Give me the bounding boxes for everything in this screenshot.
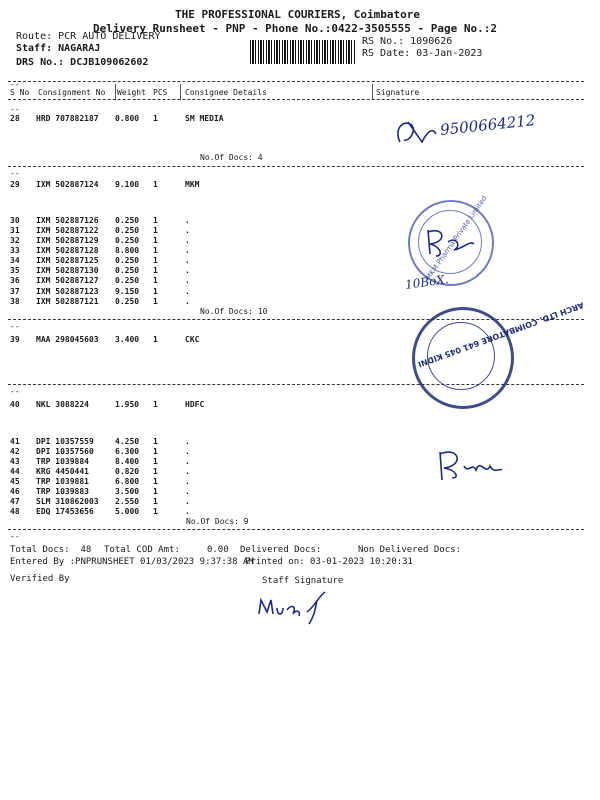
col-divider (372, 84, 373, 100)
entered-by: Entered By :PNPRUNSHEET 01/03/2023 9:37:38 AM (10, 557, 254, 567)
total-docs: Total Docs: 48 (10, 545, 92, 555)
staff-signature-label: Staff Signature (262, 576, 344, 586)
route-label: Route: PCR AUTO DELIVERY (16, 31, 161, 42)
rs-number: RS No.: 1090626 (362, 36, 453, 47)
table-row: 40 NKL 3088224 1.950 1 HDFC (10, 400, 205, 409)
signature-hdfc (430, 440, 510, 490)
delivered-docs: Delivered Docs: (240, 545, 322, 555)
total-cod: Total COD Amt: 0.00 (104, 545, 229, 555)
signature-staff (255, 588, 345, 628)
company-name: THE PROFESSIONAL COURIERS, Coimbatore (175, 8, 421, 21)
staff-label: Staff: NAGARAJ (16, 43, 101, 54)
non-delivered-docs: Non Delivered Docs: (358, 545, 461, 555)
col-pcs: PCS (153, 88, 168, 97)
col-signature: Signature (376, 88, 420, 97)
rs-date: RS Date: 03-Jan-2023 (362, 48, 483, 59)
printed-on: Printed on: 03-01-2023 10:20:31 (245, 557, 413, 567)
col-weight: Weight (117, 88, 146, 97)
col-divider (180, 84, 181, 100)
table-row: 29 IXM 502887124 9.100 1 MKM (10, 180, 200, 189)
divider (8, 81, 584, 82)
stamp-ckc-text: ARCH LTD. COIMBATORE 641 045 KIDNI (416, 300, 586, 369)
col-consignment: Consignment No (38, 88, 106, 97)
barcode (250, 40, 355, 64)
table-row: 28 HRD 707882187 0.800 1 SM MEDIA (10, 114, 224, 123)
col-divider (115, 84, 116, 100)
col-consignee: Consignee Details (185, 88, 267, 97)
divider (8, 166, 584, 167)
divider (8, 99, 584, 100)
verified-by: Verified By (10, 574, 70, 584)
runsheet-title: Delivery Runsheet - PNP - Phone No.:0422-3505555 - Page No.:2 (93, 22, 497, 35)
drs-number: DRS No.: DCJB109062602 (16, 57, 149, 68)
signature-mkm (422, 222, 482, 262)
divider (8, 529, 584, 530)
stamp-mkm-text: MKM Pharma Private Limited (424, 194, 489, 282)
docs-count: No.Of Docs: 10 (200, 307, 268, 316)
docs-count: No.Of Docs: 9 (186, 517, 249, 526)
handwritten-box-note: 10BoX. (404, 272, 450, 292)
docs-count: No.Of Docs: 4 (200, 153, 263, 162)
handwritten-phone: 9500664212 (439, 111, 537, 139)
table-row: 39 MAA 298045603 3.400 1 CKC (10, 335, 200, 344)
col-sno: S No (10, 88, 30, 97)
